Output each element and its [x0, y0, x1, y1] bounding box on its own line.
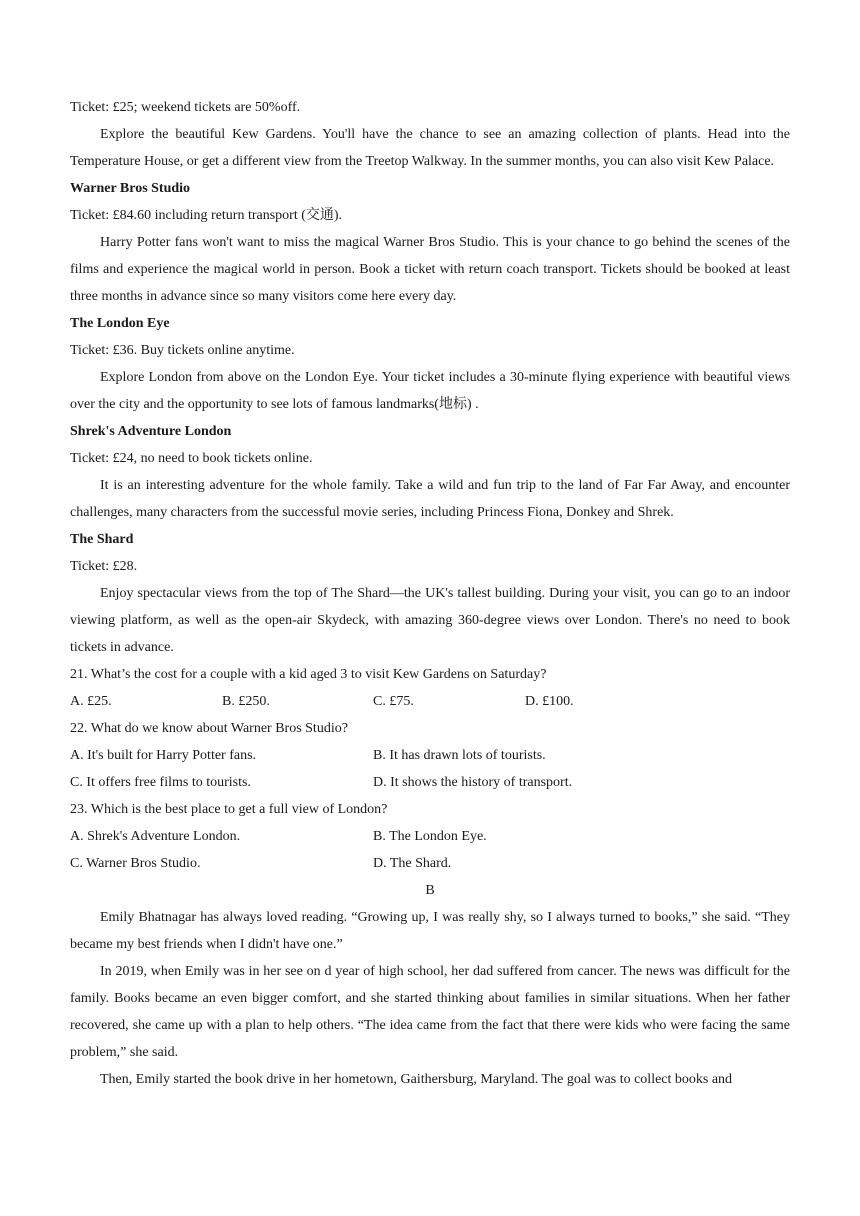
question-22: 22. What do we know about Warner Bros Studio? — [70, 721, 348, 736]
kew-description: Explore the beautiful Kew Gardens. You'll have the chance to see an amazing collection of plants. Head into the Temperature House, or get a different view from the Treetop Walkway. In the summer months, you can also visit Kew Palace. — [70, 127, 790, 169]
eye-title: The London Eye — [70, 316, 170, 331]
option-b: B. £250. — [222, 694, 270, 709]
eye-ticket: Ticket: £36. Buy tickets online anytime. — [70, 343, 295, 358]
warner-description: Harry Potter fans won't want to miss the magical Warner Bros Studio. This is your chance to go behind the scenes of the films and experience the magical world in person. Book a ticket with return coach transport. Tickets should be booked at least three months in advance since so many visitors come here every day. — [70, 235, 790, 304]
option-c: C. Warner Bros Studio. — [70, 856, 201, 871]
option-d: D. £100. — [525, 694, 574, 709]
option-d: D. It shows the history of transport. — [373, 775, 573, 790]
option-d: D. The Shard. — [373, 856, 452, 871]
shard-ticket: Ticket: £28. — [70, 559, 138, 574]
warner-ticket: Ticket: £84.60 including return transport (交通). — [70, 208, 343, 223]
question-23: 23. Which is the best place to get a full view of London? — [70, 802, 388, 817]
eye-description: Explore London from above on the London Eye. Your ticket includes a 30-minute flying experience with beautiful views over the city and the opportunity to see lots of famous landmarks(地标) . — [70, 370, 790, 412]
question-23-options-row1 — [70, 823, 790, 850]
section-b-label: B — [425, 883, 435, 898]
shrek-ticket: Ticket: £24, no need to book tickets online. — [70, 451, 313, 466]
question-21-options — [70, 688, 790, 715]
question-21: 21. What’s the cost for a couple with a kid aged 3 to visit Kew Gardens on Saturday? — [70, 667, 547, 682]
question-23-options-row2 — [70, 850, 790, 877]
option-a: A. Shrek's Adventure London. — [70, 829, 241, 844]
option-a: A. £25. — [70, 694, 112, 709]
shard-title: The Shard — [70, 532, 134, 547]
section-b-paragraph-2: In 2019, when Emily was in her see on d year of high school, her dad suffered from cancer. The news was difficult for the family. Books became an even bigger comfort, and she started thinking about families in similar situations. When her father recovered, she came up with a plan to help others. “The idea came from the fact that there were kids who were facing the same problem,” she said. — [70, 964, 790, 1060]
option-b: B. The London Eye. — [373, 829, 487, 844]
shrek-title: Shrek's Adventure London — [70, 424, 232, 439]
option-a: A. It's built for Harry Potter fans. — [70, 748, 257, 763]
shrek-description: It is an interesting adventure for the whole family. Take a wild and fun trip to the land of Far Far Away, and encounter challenges, many characters from the successful movie series, including Princess Fiona, Donkey and Shrek. — [70, 478, 790, 520]
option-c: C. £75. — [373, 694, 414, 709]
question-22-options-row1 — [70, 742, 790, 769]
option-b: B. It has drawn lots of tourists. — [373, 748, 546, 763]
shard-description: Enjoy spectacular views from the top of The Shard—the UK's tallest building. During your visit, you can go to an indoor viewing platform, as well as the open-air Skydeck, with amazing 360-degree views over London. There's no need to book tickets in advance. — [70, 586, 790, 655]
section-b-paragraph-3: Then, Emily started the book drive in her hometown, Gaithersburg, Maryland. The goal was to collect books and — [100, 1072, 733, 1087]
question-22-options-row2 — [70, 769, 790, 796]
kew-ticket: Ticket: £25; weekend tickets are 50%off. — [70, 100, 301, 115]
section-b-paragraph-1: Emily Bhatnagar has always loved reading. “Growing up, I was really shy, so I always turned to books,” she said. “They became my best friends when I didn't have one.” — [70, 910, 790, 952]
warner-title: Warner Bros Studio — [70, 181, 191, 196]
option-c: C. It offers free films to tourists. — [70, 775, 251, 790]
